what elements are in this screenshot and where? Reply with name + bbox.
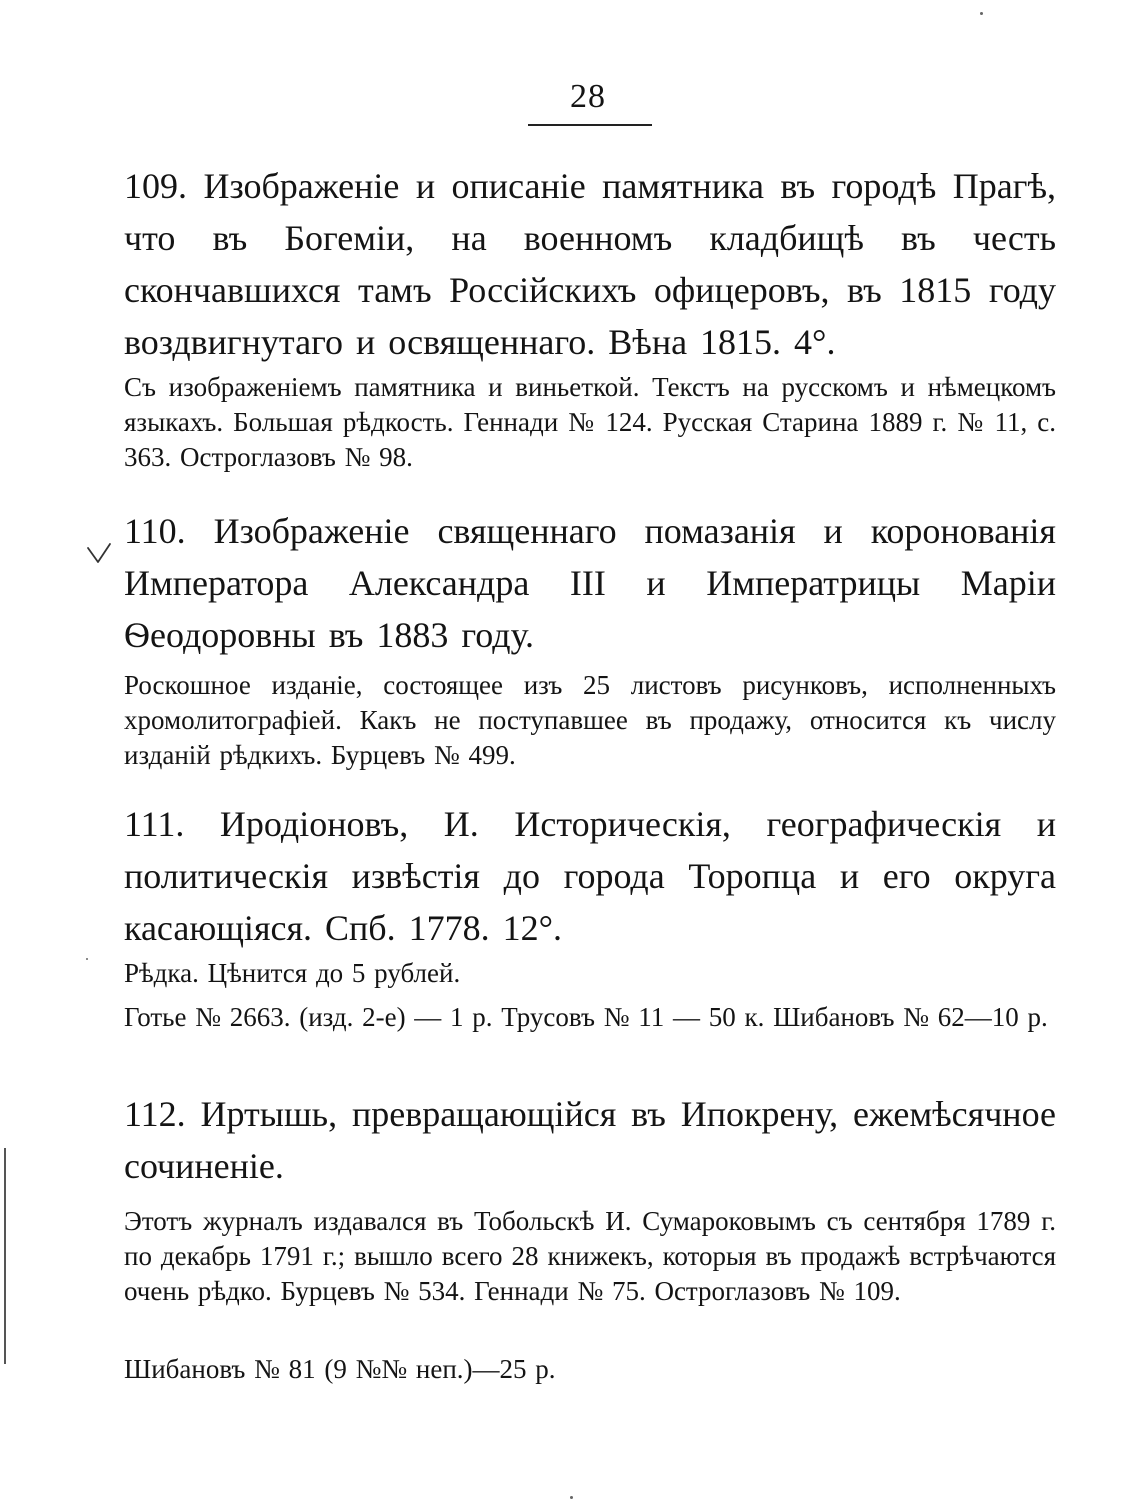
entry-111-title: 111. Иродіоновъ, И. Историческія, географическія и политическія извѣстія до города Торопца и его округа касающіяся. Спб. 1778. 12°.	[124, 804, 1056, 948]
entry-111-note-price: Рѣдка. Цѣнится до 5 рублей.	[124, 958, 461, 988]
entry-110-note: Роскошное изданіе, состоящее изъ 25 листовъ рисунковъ, исполненныхъ хромолитографіей. Какъ не поступавшее въ продажу, относится къ числу изданій рѣдкихъ. Бурцевъ № 499.	[124, 670, 1056, 770]
check-mark-icon	[86, 540, 112, 566]
scan-edge-line	[4, 1148, 6, 1364]
entry-112-title: 112. Иртышь, превращающійся въ Ипокрену, ежемѣсячное сочиненіе.	[124, 1094, 1056, 1186]
entry-109-title: 109. Изображеніе и описаніе памятника въ городѣ Прагѣ, что въ Богеміи, на военномъ кладбищѣ въ честь скончавшихся тамъ Россійскихъ офицеровъ, въ 1815 году воздвигнутаго и освященнаго. Вѣна 1815. 4°.	[124, 166, 1056, 362]
entry-109-note: Съ изображеніемъ памятника и виньеткой. Текстъ на русскомъ и нѣмецкомъ языкахъ. Большая рѣдкость. Геннади № 124. Русская Старина 1889 г. № 11, с. 363. Остроглазовъ № 98.	[124, 372, 1056, 472]
page-number: 28	[570, 78, 606, 115]
entry-112-note: Этотъ журналъ издавался въ Тобольскѣ И. Сумароковымъ съ сентября 1789 г. по декабрь 1791 г.; вышло всего 28 книжекъ, которыя въ продажѣ встрѣчаются очень рѣдко. Бурцевъ № 534. Геннади № 75. Остроглазовъ № 109.	[124, 1206, 1056, 1306]
entry-110-title: 110. Изображеніе священнаго помазанія и коронованія Императора Александра III и Императрицы Маріи Ѳеодоровны въ 1883 году.	[124, 511, 1056, 655]
entry-111-note-references: Готье № 2663. (изд. 2-е) — 1 р. Трусовъ № 11 — 50 к. Шибановъ № 62—10 р.	[124, 1002, 1048, 1032]
scan-speck	[86, 958, 88, 960]
scan-speck	[570, 1496, 573, 1499]
page-number-rule	[528, 124, 652, 126]
entry-112-note-price: Шибановъ № 81 (9 №№ неп.)—25 р.	[124, 1354, 556, 1384]
scan-speck	[980, 12, 983, 15]
